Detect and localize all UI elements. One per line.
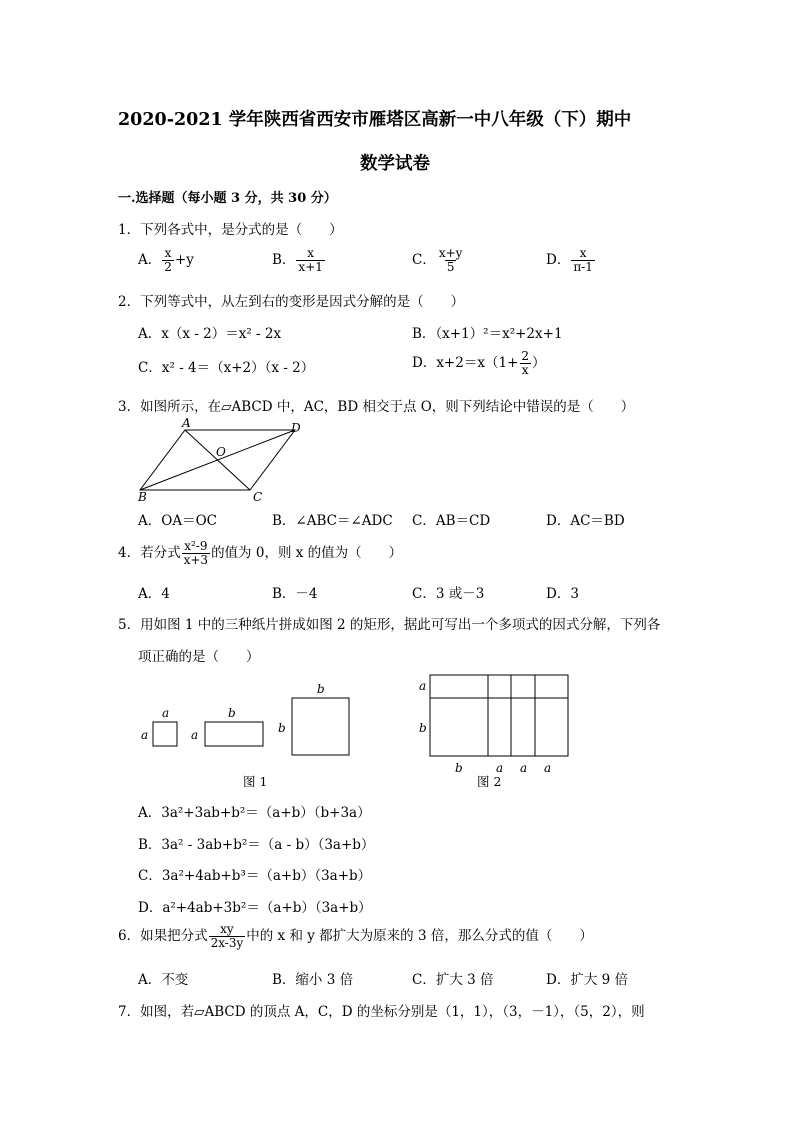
q2-stem: 2．下列等式中，从左到右的变形是因式分解的是（ ） bbox=[118, 294, 465, 310]
fraction: $\frac{2}{x}$ bbox=[521, 349, 529, 377]
q5-option-c: C．3a²+4ab+b³＝（a+b）（3a+b） bbox=[138, 868, 372, 884]
svg-text:b: b bbox=[419, 721, 427, 735]
small-square-a bbox=[153, 722, 177, 746]
svg-text:a: a bbox=[520, 761, 528, 775]
q5-option-b: B．3a² - 3ab+b²＝（a - b）（3a+b） bbox=[138, 837, 375, 853]
q4-option-c: C．3 或－3 bbox=[412, 586, 485, 602]
fraction: $\frac{x}{x+1}$ bbox=[298, 246, 323, 274]
q1-option-b: B． $\frac{x}{x+1}$ bbox=[272, 246, 323, 274]
section-heading: 一.选择题（每小题 3 分，共 30 分） bbox=[118, 191, 337, 206]
q5-option-d: D．a²+4ab+3b²＝（a+b）（3a+b） bbox=[138, 900, 372, 916]
svg-text:a: a bbox=[162, 706, 170, 720]
svg-text:a: a bbox=[544, 761, 552, 775]
q3-option-a: A．OA＝OC bbox=[138, 513, 217, 529]
q1-option-c: C． $\frac{x+y}{5}$ bbox=[412, 246, 463, 274]
svg-text:a: a bbox=[419, 679, 427, 693]
center-label-o: O bbox=[216, 445, 226, 459]
q6-option-b: B．缩小 3 倍 bbox=[272, 972, 354, 988]
vertex-label-d: D bbox=[291, 421, 301, 435]
q4-option-b: B．－4 bbox=[272, 586, 318, 602]
q3-option-b: B．∠ABC＝∠ADC bbox=[272, 513, 393, 529]
fraction: $\frac{x}{\pi-1}$ bbox=[573, 246, 593, 274]
q3-option-d: D．AC＝BD bbox=[546, 513, 625, 529]
fraction: $\frac{x}{2}$ bbox=[164, 246, 172, 274]
q2-option-d: D．x+2＝x（1+ $\frac{2}{x}$ ） bbox=[412, 349, 546, 377]
figure-2-caption: 图 2 bbox=[477, 774, 502, 789]
q1-option-d: D． $\frac{x}{\pi-1}$ bbox=[546, 246, 593, 274]
q6-option-a: A．不变 bbox=[138, 972, 189, 988]
figure-2 bbox=[410, 668, 570, 778]
svg-text:a: a bbox=[191, 728, 199, 742]
figure-1-caption: 图 1 bbox=[243, 774, 268, 789]
q7-stem: 7．如图，若▱ABCD 的顶点 A，C，D 的坐标分别是（1，1），（3，－1），（5，2），则 bbox=[118, 1004, 645, 1020]
q2-option-a: A．x（x - 2）＝x² - 2x bbox=[138, 326, 282, 342]
q1-stem: 1．下列各式中，是分式的是（ ） bbox=[118, 222, 343, 238]
q5-option-a: A．3a²+3ab+b²＝（a+b）（b+3a） bbox=[138, 805, 371, 821]
q5-stem-line2: 项正确的是（ ） bbox=[138, 649, 260, 665]
fraction: $\frac{\text{x²-9}}{x+3}$ bbox=[183, 539, 209, 567]
svg-text:b: b bbox=[455, 761, 463, 775]
q2-option-b: B．（x+1）²＝x²+2x+1 bbox=[412, 326, 563, 342]
svg-text:a: a bbox=[496, 761, 504, 775]
fraction: $\frac{x+y}{5}$ bbox=[438, 246, 463, 274]
q4-option-a: A．4 bbox=[138, 586, 170, 602]
q3-stem: 3．如图所示，在▱ABCD 中，AC，BD 相交于点 O，则下列结论中错误的是（ ） bbox=[118, 399, 635, 415]
vertex-label-b: B bbox=[138, 490, 147, 504]
fraction: $\frac{xy}{2x-3y}$ bbox=[210, 922, 244, 950]
svg-text:b: b bbox=[228, 706, 236, 720]
rectangle-ab bbox=[205, 722, 263, 746]
doc-title-line2: 数学试卷 bbox=[360, 154, 430, 174]
large-square-b bbox=[292, 698, 349, 755]
q6-stem: 6．如果把分式 $\frac{xy}{2x-3y}$ 中的 x 和 y 都扩大为原来的 3 倍，那么分式的值（ ） bbox=[118, 922, 593, 950]
doc-title-line1: 2020-2021 学年陕西省西安市雁塔区高新一中八年级（下）期中 bbox=[118, 110, 632, 130]
parallelogram-figure bbox=[130, 415, 310, 505]
vertex-label-c: C bbox=[253, 490, 263, 504]
q6-option-c: C．扩大 3 倍 bbox=[412, 972, 494, 988]
q6-option-d: D．扩大 9 倍 bbox=[546, 972, 628, 988]
svg-text:b: b bbox=[317, 682, 325, 696]
q4-stem: 4．若分式 $\frac{\text{x²-9}}{x+3}$ 的值为 0，则 x 的值为（ ） bbox=[118, 539, 403, 567]
q2-option-c: C．x² - 4＝（x+2）（x - 2） bbox=[138, 360, 315, 376]
svg-text:b: b bbox=[278, 721, 286, 735]
vertex-label-a: A bbox=[182, 416, 191, 430]
svg-text:a: a bbox=[141, 728, 149, 742]
q5-stem-line1: 5．用如图 1 中的三种纸片拼成如图 2 的矩形，据此可写出一个多项式的因式分解，下列各 bbox=[118, 617, 661, 633]
q3-option-c: C．AB＝CD bbox=[412, 513, 491, 529]
q4-option-d: D．3 bbox=[546, 586, 579, 602]
q1-option-a: A． $\frac{x}{2}$ +y bbox=[138, 246, 194, 274]
